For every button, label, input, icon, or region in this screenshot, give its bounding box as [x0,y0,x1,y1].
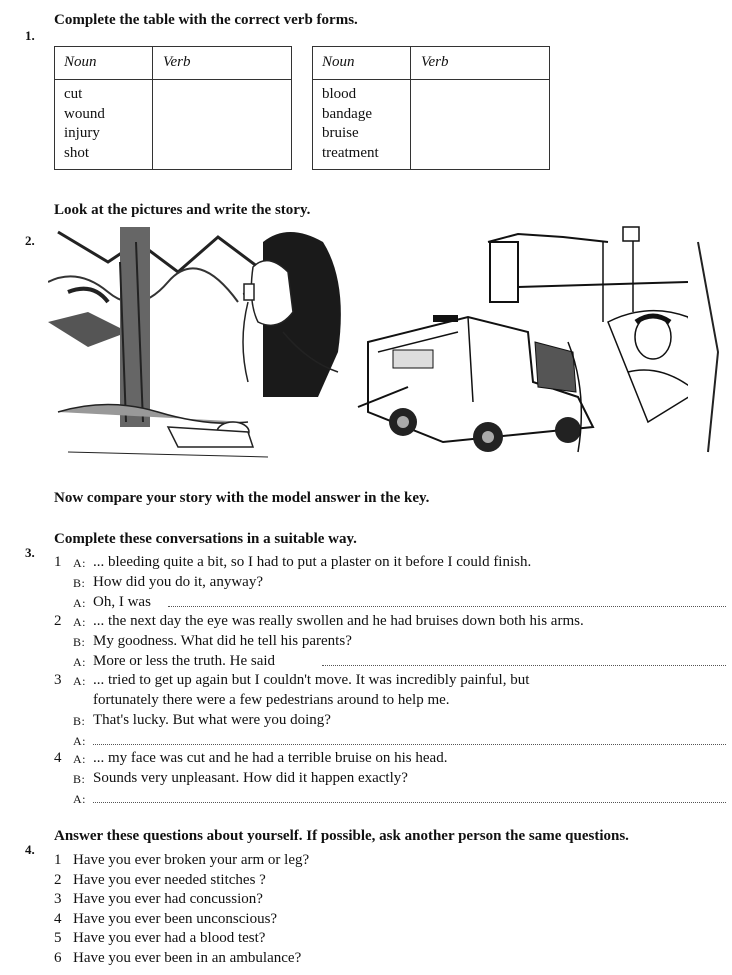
ambulance-drawing [358,315,593,452]
conversation-line: Sounds very unpleasant. How did it happen exactly? [93,770,408,786]
speaker-label: A: [73,596,86,610]
noun-item: injury [64,125,100,141]
noun-list [64,85,105,163]
exercise-number-1: 1. [25,28,35,43]
conversation-line: ... bleeding quite a bit, so I had to put a plaster on it before I could finish. [93,554,532,570]
question-text: Have you ever needed stitches ? [73,872,266,888]
conversation-line: ... my face was cut and he had a terrible bruise on his head. [93,750,448,766]
exercise-3-instruction: Complete these conversations in a suitable way. [54,531,357,547]
noun-list [322,85,379,163]
conversation-line: More or less the truth. He said [93,653,276,669]
speaker-label: A: [73,792,86,806]
question-text: Have you ever been unconscious? [73,911,278,927]
noun-item: treatment [322,144,379,161]
exercise-number-3: 3. [25,545,35,560]
verb-column-header: Verb [421,54,449,70]
answer-line[interactable] [93,802,726,803]
exercise-4-instruction: Answer these questions about yourself. If possible, ask another person the same questions. [54,828,629,844]
exercise-2-instruction: Look at the pictures and write the story. [54,202,311,218]
answer-line[interactable] [93,744,726,745]
answer-line[interactable] [322,665,726,666]
question-number: 4 [54,911,62,927]
speaker-label: A: [73,734,86,748]
conversation-line: How did you do it, anyway? [93,574,263,590]
question-number: 1 [54,852,62,868]
speaker-label: A: [73,674,86,688]
noun-column-header: Noun [322,54,355,70]
exercise-1-instruction: Complete the table with the correct verb forms. [54,12,358,28]
speaker-label: A: [73,615,86,629]
question-number: 5 [54,930,62,946]
speaker-label: B: [73,576,86,590]
noun-item: cut [64,86,83,102]
conversation-item-number: 3 [54,672,62,688]
verb-column-header: Verb [163,54,191,70]
story-illustration [48,222,728,472]
conversation-line: My goodness. What did he tell his parents? [93,633,352,649]
conversation-item-number: 4 [54,750,62,766]
speaker-label: B: [73,714,86,728]
exercise-number-4: 4. [25,842,35,857]
question-number: 6 [54,950,62,966]
question-text: Have you ever had a blood test? [73,930,266,946]
question-text: Have you ever been in an ambulance? [73,950,302,966]
verb-table-right [312,46,550,170]
conversation-line: That's lucky. But what were you doing? [93,712,331,728]
exercise-2-followup: Now compare your story with the model answer in the key. [54,490,430,506]
phone-call-drawing [243,232,341,397]
noun-item: wound [64,105,105,122]
exercise-number-2: 2. [25,233,35,248]
question-text: Have you ever broken your arm or leg? [73,852,310,868]
verb-table-left [54,46,292,170]
question-number: 2 [54,872,62,888]
answer-line[interactable] [168,606,726,607]
speaker-label: A: [73,556,86,570]
noun-item: bandage [322,105,372,122]
noun-item: blood [322,86,357,102]
conversation-line: fortunately there were a few pedestrians around to help me. [93,692,450,708]
conversation-item-number: 1 [54,554,62,570]
accident-scene-drawing [48,227,268,457]
speaker-label: B: [73,635,86,649]
noun-column-header: Noun [64,54,97,70]
noun-item: bruise [322,125,359,141]
question-text: Have you ever had concussion? [73,891,263,907]
speaker-label: B: [73,772,86,786]
conversation-item-number: 2 [54,613,62,629]
noun-item: shot [64,144,90,161]
conversation-line: ... the next day the eye was really swollen and he had bruises down both his arms. [93,613,584,629]
conversation-line: Oh, I was [93,594,151,610]
speaker-label: A: [73,655,86,669]
question-number: 3 [54,891,62,907]
conversation-line: ... tried to get up again but I couldn't move. It was incredibly painful, but [93,672,530,688]
speaker-label: A: [73,752,86,766]
